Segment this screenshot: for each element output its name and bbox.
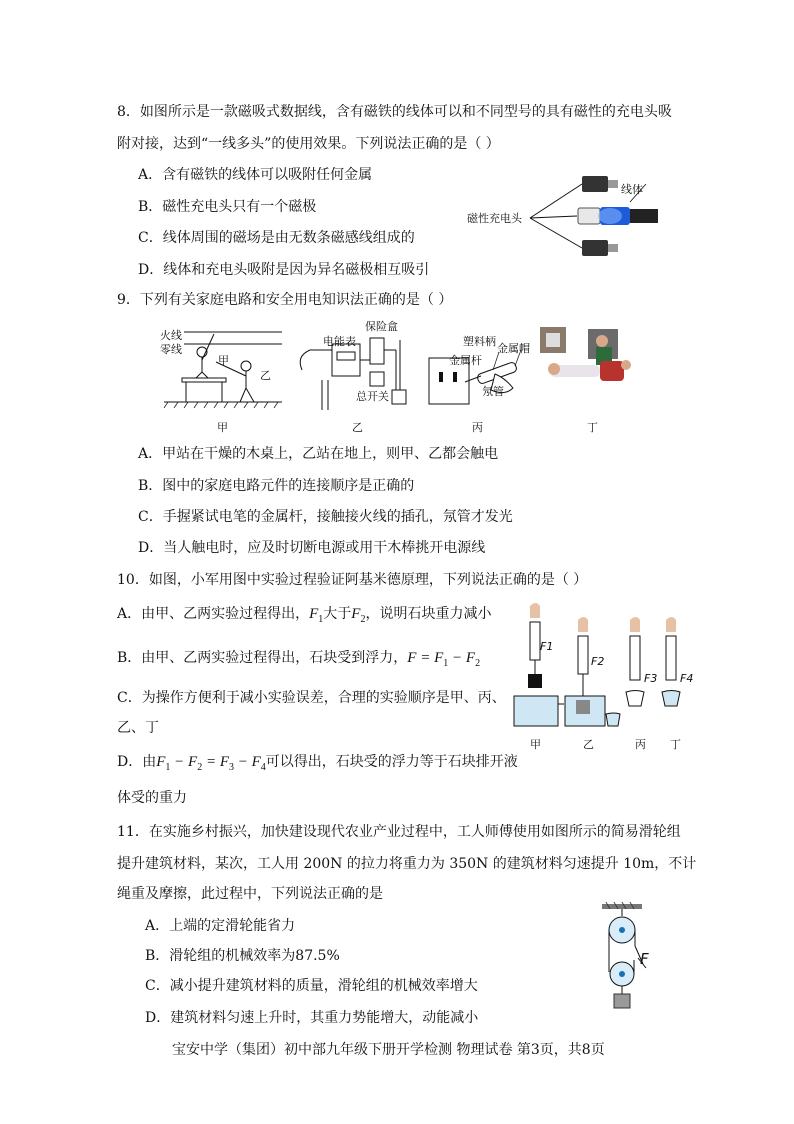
q9-label-fuse-box: 保险盒 <box>365 320 398 333</box>
q10-caption-ding: 丁 <box>670 738 681 751</box>
page-footer: 宝安中学（集团）初中部九年级下册开学检测 物理试卷 第3页，共8页 <box>172 1042 605 1058</box>
q9-caption-ding: 丁 <box>587 421 598 434</box>
q9-caption-bing: 丙 <box>472 421 483 434</box>
q10-option-a <box>117 604 491 630</box>
q10-option-a-suffix: 说明石块重力减小 <box>379 606 492 622</box>
q10-option-d-line2: 体受的重力 <box>117 790 187 806</box>
q8-option-a: A．含有磁铁的线体可以吸附任何金属 <box>138 167 373 183</box>
q11-option-c: C．减小提升建筑材料的质量，滑轮组的机械效率增大 <box>145 978 478 994</box>
q9-option-a: A．甲站在干燥的木桌上，乙站在地上，则甲、乙都会触电 <box>138 446 499 462</box>
q10-option-b <box>117 648 480 674</box>
q10-opt-a-greater: 大于 <box>323 606 352 622</box>
q11-pulley-figure <box>598 902 658 1014</box>
q10-option-d-prefix: D．由 <box>117 754 157 770</box>
q9-option-d: D．当人触电时，应及时切断电源或用干木棒挑开电源线 <box>138 540 486 556</box>
q10-stem: 10．如图，小军用图中实验过程验证阿基米德原理，下列说法正确的是（ ） <box>117 572 588 588</box>
q8-stem-line2: 附对接，达到“一线多头”的使用效果。下列说法正确的是（ ） <box>117 136 500 152</box>
q9-label-meter: 电能表 <box>323 335 356 348</box>
q11-option-b: B．滑轮组的机械效率为87.5% <box>145 948 340 964</box>
q9-option-c: C．手握紧试电笔的金属杆，接触接火线的插孔，氖管才发光 <box>138 509 513 525</box>
q8-stem-line1: 8．如图所示是一款磁吸式数据线，含有磁铁的线体可以和不同型号的具有磁性的充电头吸 <box>117 104 672 120</box>
q8-option-d: D．线体和充电头吸附是因为异名磁极相互吸引 <box>138 262 430 278</box>
q10-opt-b-formula: $F = F_1 - F_2$ <box>407 650 481 669</box>
q9-option-b: B．图中的家庭电路元件的连接顺序是正确的 <box>138 478 415 494</box>
q10-opt-a-f1: $F_1$ <box>309 606 324 625</box>
q8-fig-label-head: 磁性充电头 <box>467 212 522 225</box>
q9-fig-ding <box>540 327 635 387</box>
q10-opt-a-comma: ， <box>365 606 380 622</box>
q9-label-neon-tube: 氖管 <box>482 385 504 398</box>
q11-stem-line3: 绳重及摩擦，此过程中，下列说法正确的是 <box>117 886 383 902</box>
q10-option-b-prefix: B．由甲、乙两实验过程得出，石块受到浮力， <box>117 650 408 666</box>
q9-label-neutral-wire: 零线 <box>160 343 182 356</box>
q10-fig-f4-label: F4 <box>680 672 694 685</box>
q9-label-main-switch: 总开关 <box>356 390 389 403</box>
q9-stem: 9．下列有关家庭电路和安全用电知识法正确的是（ ） <box>117 292 453 308</box>
q11-stem-line1: 11．在实施乡村振兴，加快建设现代农业产业过程中，工人师傅使用如图所示的简易滑轮组 <box>117 824 681 840</box>
q9-label-live-wire: 火线 <box>160 329 182 342</box>
q8-option-c: C．线体周围的磁场是由无数条磁感线组成的 <box>138 230 415 246</box>
q9-label-person-jia: 甲 <box>218 354 229 367</box>
q10-option-d-suffix: 可以得出，石块受的浮力等于石块排开液 <box>265 754 518 770</box>
q11-stem-line2: 提升建筑材料，某次，工人用 200N 的拉力将重力为 350N 的建筑材料匀速提升 10m，不计 <box>117 856 697 872</box>
q8-fig-label-body: 线体 <box>621 183 643 196</box>
q9-label-person-yi: 乙 <box>260 369 271 382</box>
q10-opt-d-formula: $F_1 - F_2 = F_3 - F_4$ <box>156 754 266 773</box>
q9-label-metal-rod: 金属杆 <box>449 354 482 367</box>
q9-caption-yi: 乙 <box>352 421 363 434</box>
q11-option-a: A．上端的定滑轮能省力 <box>145 918 296 934</box>
q10-fig-f2-label: F2 <box>591 655 605 668</box>
q10-option-a-prefix: A．由甲、乙两实验过程得出， <box>117 606 310 622</box>
q10-caption-bing: 丙 <box>635 738 646 751</box>
q10-option-d <box>117 752 518 778</box>
q9-label-plastic-handle: 塑料柄 <box>463 335 496 348</box>
q10-caption-yi: 乙 <box>583 738 594 751</box>
q10-fig-f1-label: F1 <box>540 640 554 653</box>
q10-fig-f3-label: F3 <box>644 672 658 685</box>
q10-caption-jia: 甲 <box>530 738 541 751</box>
q10-option-c-line1: C．为操作方便利于减小实验误差，合理的实验顺序是甲、丙、 <box>117 690 506 706</box>
q11-option-d: D．建筑材料匀速上升时，其重力势能增大，动能减小 <box>145 1010 479 1026</box>
q9-caption-jia: 甲 <box>217 421 228 434</box>
q10-option-c-line2: 乙、丁 <box>117 720 159 736</box>
q9-label-metal-cap: 金属帽 <box>497 342 530 355</box>
q11-fig-force-label: F <box>640 950 649 968</box>
q10-opt-a-f2: $F_2$ <box>351 606 366 625</box>
q8-option-b: B．磁性充电头只有一个磁极 <box>138 199 317 215</box>
